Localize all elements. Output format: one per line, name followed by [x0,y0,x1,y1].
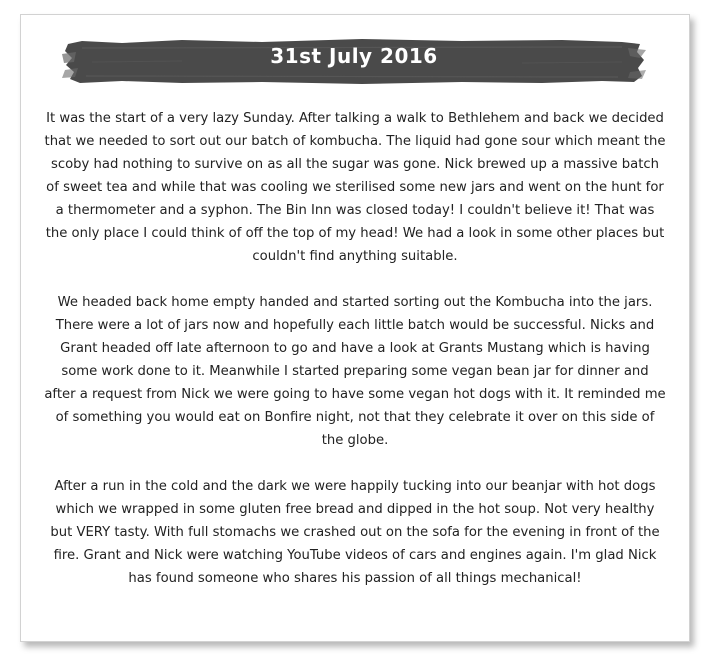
journal-body [44,107,666,613]
paragraph-3: After a run in the cold and the dark we were happily tucking into our beanjar with hot dogs which we wrapped in some gluten free bread and dipped in the hot soup. Not very healthy but VERY tasty. With full stomachs we crashed out on the sofa for the evening in front of the fire. Grant and Nick were watching YouTube videos of cars and engines again. I'm glad Nick has found someone who shares his passion of all things mechanical! [50,479,660,586]
date-banner [62,32,646,94]
date-title: 31st July 2016 [270,44,438,68]
paragraph-2: We headed back home empty handed and started sorting out the Kombucha into the jars. There were a lot of jars now and hopefully each little batch would be successful. Nicks and Grant headed off late afternoon to go and have a look at Grants Mustang which is having some work done to it. Meanwhile I started preparing some vegan bean jar for dinner and after a request from Nick we were going to have some vegan hot dogs with it. It reminded me of something you would eat on Bonfire night, not that they celebrate it over on this side of the globe. [44,295,666,448]
paragraph-1: It was the start of a very lazy Sunday. After talking a walk to Bethlehem and back we decided that we needed to sort out our batch of kombucha. The liquid had gone sour which meant the scoby had nothing to survive on as all the sugar was gone. Nick brewed up a massive batch of sweet tea and while that was cooling we sterilised some new jars and went on the hunt for a thermometer and a syphon. The Bin Inn was closed today! I couldn't believe it! That was the only place I could think of off the top of my head! We had a look in some other places but couldn't find anything suitable. [44,111,666,264]
